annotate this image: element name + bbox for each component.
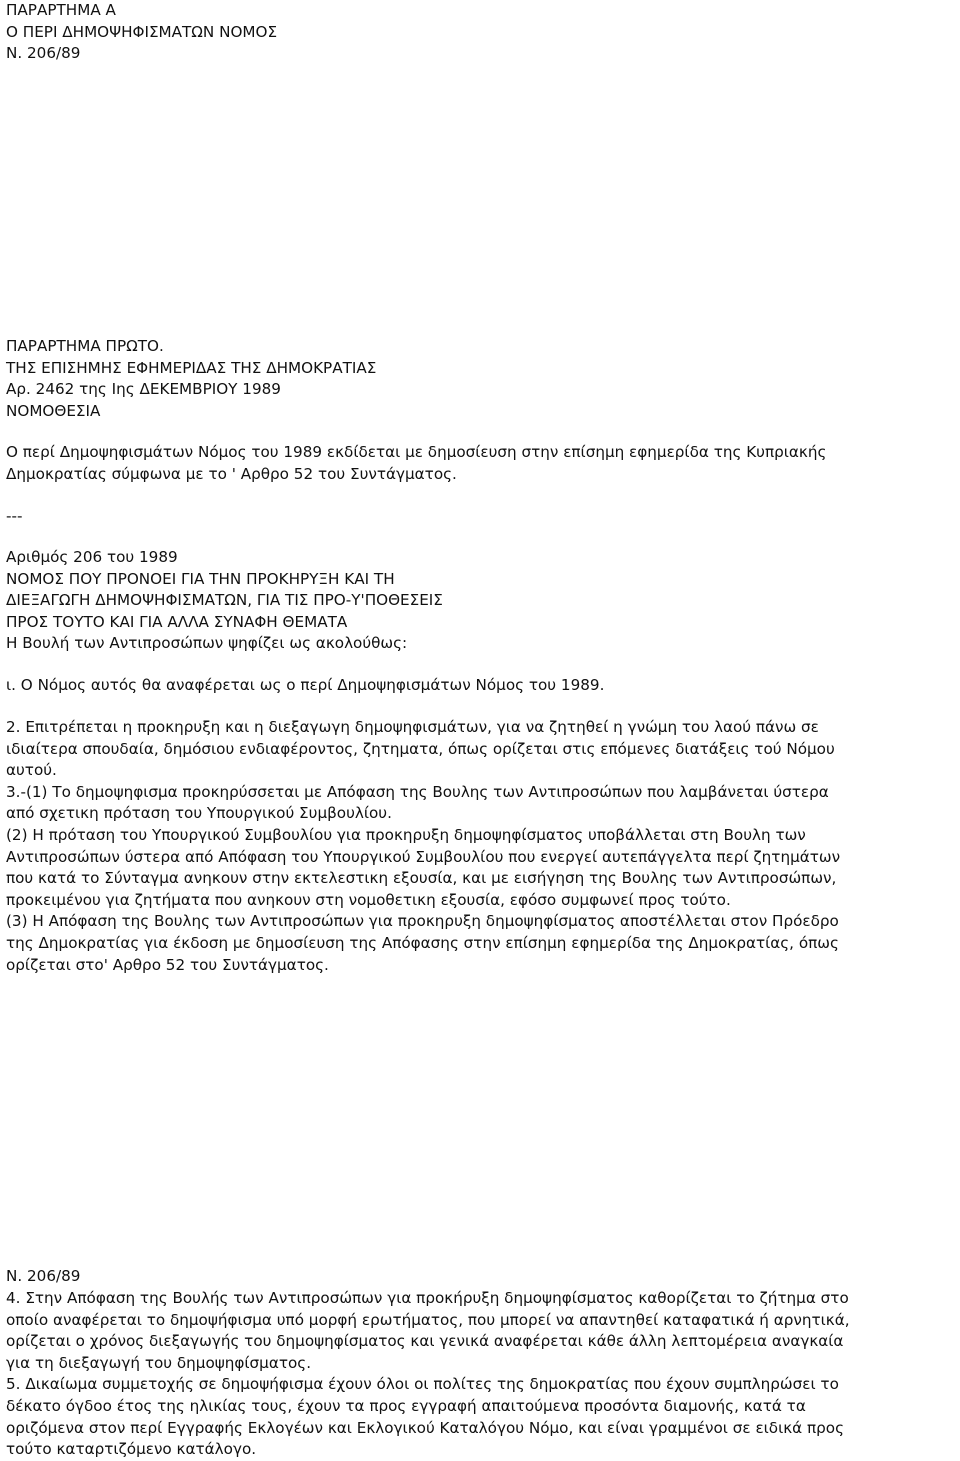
section-4-line: 4. Στην Απόφαση της Βουλής των Αντιπροσώπων για προκήρυξη δημοψηφίσματος καθορίζεται το ζήτημα στο [6, 1289, 849, 1307]
section-3-2-line: που κατά το Σύνταγμα ανηκουν στην εκτελεστικη εξουσία, και με εισήγηση της Βουλης των Αντιπροσώπων, [6, 869, 837, 888]
law-title-line: ΔΙΕΞΑΓΩΓΗ ΔΗΜΟΨΗΦΙΣΜΑΤΩΝ, ΓΙΑ ΤΙΣ ΠΡΟ-Υ'ΠΟΘΕΣΕΙΣ [6, 591, 443, 610]
sections-4-5 [6, 1288, 951, 1461]
enactment-clause: Η Βουλή των Αντιπροσώπων ψηφίζει ως ακολούθως: [6, 634, 408, 653]
section-3-2-line: Αντιπροσώπων ύστερα από Απόφαση του Υπουργικού Συμβουλίου που ενεργεί αυτεπάγγελτα περί ζητημάτων [6, 847, 841, 866]
gazette-issue: Αρ. 2462 της Ιης ΔΕΚΕΜΒΡΙΟΥ 1989 [6, 380, 281, 399]
intro-line: Δημοκρατίας σύμφωνα με το ' Αρθρο 52 του Συντάγματος. [6, 464, 457, 483]
section-3-2-line: (2) Η πρόταση του Υπουργικού Συμβουλίου για προκηρυξη δημοψηφίσματος υποβάλλεται στη Βουλη των [6, 825, 806, 844]
section-3-3-line: της Δημοκρατίας για έκδοση με δημοσίευση της Απόφασης στην επίσημη εφημερίδα της Δημοκρατίας, όπως [6, 933, 839, 952]
gazette-block [6, 336, 951, 422]
law-title-line: ΝΟΜΟΣ ΠΟΥ ΠΡΟΝΟΕΙ ΓΙΑ ΤΗΝ ΠΡΟΚΗΡΥΞΗ ΚΑΙ ΤΗ [6, 569, 395, 588]
gazette-section: ΝΟΜΟΘΕΣΙΑ [6, 401, 101, 420]
section-1 [6, 675, 951, 697]
gazette-annex: ΠΑΡΑΡΤΗΜΑ ΠΡΩΤΟ. [6, 337, 164, 355]
header-line-annex: ΠΑΡΑΡΤΗΜΑ Α [6, 1, 116, 19]
section-1-text: ι. Ο Νόμος αυτός θα αναφέρεται ως ο περί Δημοψηφισμάτων Νόμος του 1989. [6, 676, 605, 694]
section-2-line: αυτού. [6, 761, 57, 780]
law-title-line: ΠΡΟΣ ΤΟΥΤΟ ΚΑΙ ΓΙΑ ΑΛΛΑ ΣΥΝΑΦΗ ΘΕΜΑΤΑ [6, 612, 348, 631]
section-3-2-line: προκειμένου για ζητήματα που ανηκουν στη νομοθετικη εξουσία, εφόσο συμφωνεί προς τούτο. [6, 890, 731, 909]
header-line-law-number: Ν. 206/89 [6, 44, 81, 63]
intro-paragraph [6, 442, 951, 485]
section-2-line: ιδιαίτερα σπουδαία, δημόσιου ενδιαφέροντος, ζητηματα, όπως ορίζεται στις επόμενες διατάξεις τού Νόμου [6, 739, 835, 758]
section-4-line: ορίζεται ο χρόνος διεξαγωγής του δημοψηφίσματος και γενικά αναφέρεται κάθε άλλη λεπτομέρεια αναγκαία [6, 1332, 844, 1351]
intro-line: Ο περί Δημοψηφισμάτων Νόμος του 1989 εκδίδεται με δημοσίευση στην επίσημη εφημερίδα της Κυπριακής [6, 443, 827, 461]
header-line-law-name: Ο ΠΕΡΙ ΔΗΜΟΨΗΦΙΣΜΑΤΩΝ ΝΟΜΟΣ [6, 22, 278, 41]
section-2-line: 2. Επιτρέπεται η προκηρυξη και η διεξαγωγη δημοψηφισμάτων, για να ζητηθεί η γνώμη του λαού πάνω σε [6, 718, 819, 736]
law-number-reference: Ν. 206/89 [6, 1267, 81, 1285]
law-number: Αριθμός 206 του 1989 [6, 548, 178, 566]
gazette-title: ΤΗΣ ΕΠΙΣΗΜΗΣ ΕΦΗΜΕΡΙΔΑΣ ΤΗΣ ΔΗΜΟΚΡΑΤΙΑΣ [6, 358, 377, 377]
section-5-line: οριζόμενα στον περί Εγγραφής Εκλογέων και Εκλογικού Καταλόγου Νόμο, και είναι γραμμένοι σε ειδικά προς [6, 1418, 844, 1437]
page-reference [6, 1266, 951, 1288]
sections-2-3 [6, 717, 951, 976]
law-title-block [6, 547, 951, 655]
section-5-line: τούτο καταρτιζόμενο κατάλογο. [6, 1440, 257, 1459]
section-3-3-line: ορίζεται στο' Αρθρο 52 του Συντάγματος. [6, 955, 329, 974]
section-3-1-line: 3.-(1) Το δημοψηφισμα προκηρύσσεται με Απόφαση της Βουλης των Αντιπροσώπων που λαμβάνεται ύστερα [6, 782, 829, 801]
section-4-line: για τη διεξαγωγή του δημοψηφίσματος. [6, 1353, 312, 1372]
section-3-3-line: (3) Η Απόφαση της Βουλης των Αντιπροσώπων για προκηρυξη δημοψηφίσματος αποστέλλεται στον Πρόεδρο [6, 912, 839, 931]
separator-text: --- [6, 507, 23, 525]
section-3-1-line: από σχετικη πρόταση του Υπουργικού Συμβουλίου. [6, 804, 392, 823]
section-4-line: οποίο αναφέρεται το δημοψήφισμα υπό μορφή ερωτήματος, που μπορεί να απαντηθεί καταφατικά ή αρνητικά, [6, 1310, 850, 1329]
document-header [6, 0, 951, 65]
section-5-line: 5. Δικαίωμα συμμετοχής σε δημοψήφισμα έχουν όλοι οι πολίτες της δημοκρατίας που έχουν συμπληρώσει το [6, 1375, 839, 1394]
section-5-line: δέκατο όγδοο έτος της ηλικίας τους, έχουν τα προς εγγραφή απαιτούμενα προσόντα διαμονής, κατά τα [6, 1396, 806, 1415]
separator [6, 506, 951, 528]
